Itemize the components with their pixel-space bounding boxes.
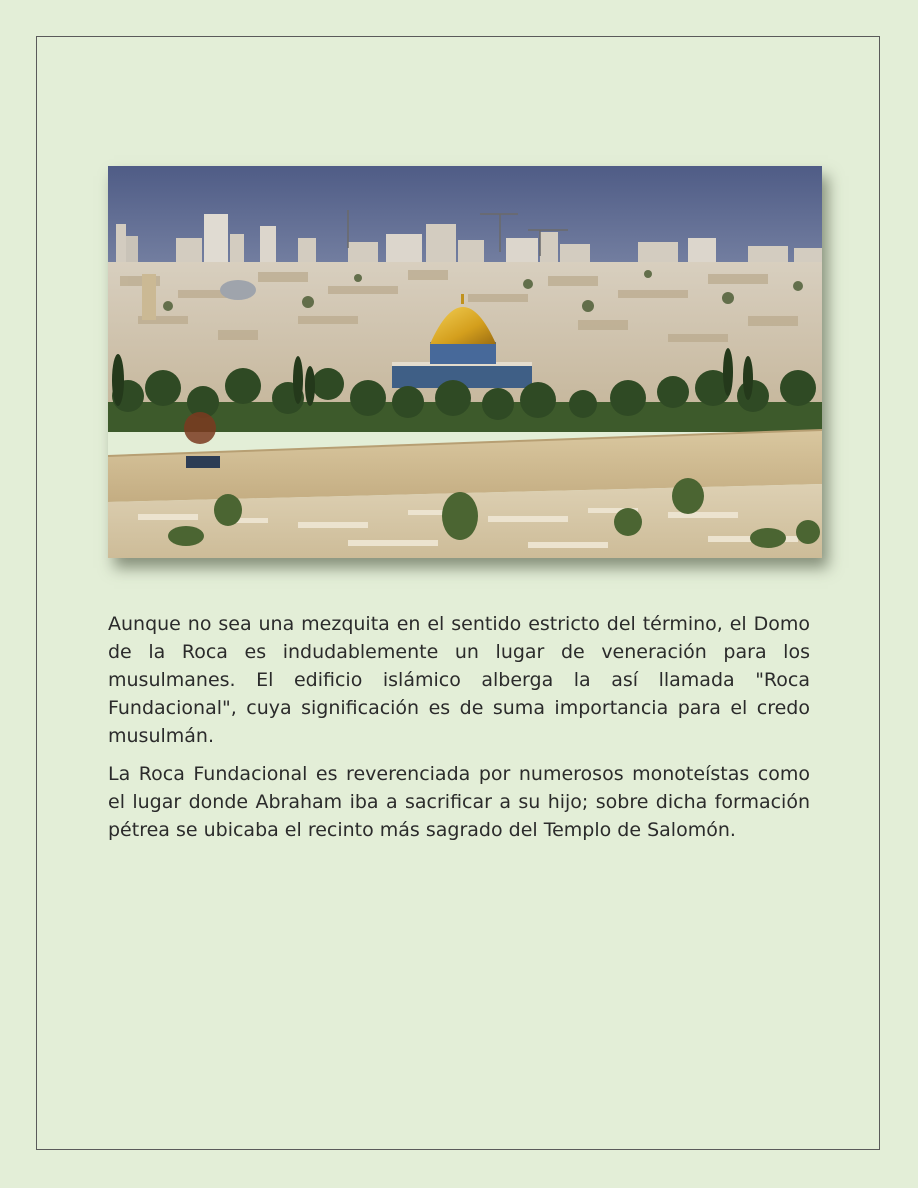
parked-vehicle	[186, 456, 220, 468]
dome-of-the-rock-photo	[108, 166, 822, 558]
grey-dome	[220, 280, 256, 300]
paragraph: Aunque no sea una mezquita en el sentido estricto del término, el Domo de la Roca es indudablemente un lugar de veneración para los musulmanes. El edificio islámico alberga la así llamada "Roca Fundacional", cuya significación es de suma importancia para el credo musulmán.	[108, 613, 810, 747]
city-panorama-illustration	[108, 166, 822, 558]
paragraph: La Roca Fundacional es reverenciada por numerosos monoteístas como el lugar donde Abraham iba a sacrificar a su hijo; sobre dicha formación pétrea se ubicaba el recinto más sagrado del Templo de Salomón.	[108, 763, 810, 841]
body-text	[108, 610, 810, 854]
bell-tower	[142, 274, 156, 320]
red-tree	[184, 412, 216, 444]
